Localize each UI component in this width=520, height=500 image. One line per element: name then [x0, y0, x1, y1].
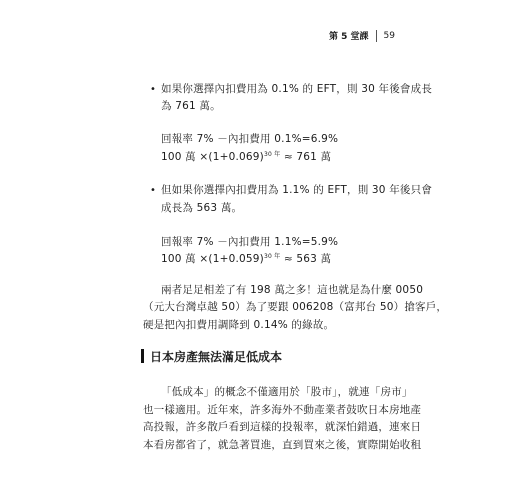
heading-bar [141, 349, 144, 363]
formula-line: 回報率 7% －內扣費用 1.1%=5.9% [161, 236, 339, 248]
paragraph-line: 兩者足足相差了有 198 萬之多！這也就是為什麼 0050 [161, 284, 424, 296]
page-number: 59 [383, 30, 395, 41]
formula-exponent: 30 年 [263, 151, 281, 158]
bullet-line: 為 761 萬。 [161, 100, 221, 112]
chapter-label: 第 5 堂課 [329, 32, 369, 42]
running-header [329, 29, 395, 42]
formula-result: ≈ 761 萬 [283, 151, 332, 163]
paragraph-line: 硬是把內扣費用調降到 0.14% 的綠故。 [143, 319, 335, 331]
formula-line: 回報率 7% －內扣費用 0.1%=6.9% [161, 133, 339, 145]
header-divider [376, 30, 377, 42]
section-heading: 日本房產無法滿足低成本 [150, 350, 283, 364]
bullet-line: 如果你選擇內扣費用為 0.1% 的 EFT，則 30 年後會成長 [161, 83, 433, 95]
formula-base: 100 萬 ×(1+0.069) [161, 151, 264, 163]
formula-line [161, 252, 331, 266]
paragraph-line: 本看房都省了，就急著買進，直到買來之後，實際開始收租 [143, 439, 422, 451]
bullet-marker: • [150, 185, 156, 196]
paragraph-line: 高投報，許多散戶看到這樣的投報率，就深怕錯過，連來日 [143, 421, 422, 433]
paragraph-line: （元大台灣卓越 50）為了要跟 006208（富邦台 50）搶客戶， [143, 301, 448, 313]
paragraph-line: 「低成本」的概念不僅適用於「股市」，就連「房市」 [161, 386, 413, 398]
bullet-line: 成長為 563 萬。 [161, 202, 243, 214]
paragraph-line: 也一樣適用。近年來，許多海外不動產業者鼓吹日本房地產 [143, 404, 422, 416]
bullet-marker: • [150, 84, 156, 95]
formula-exponent: 30 年 [263, 253, 281, 260]
formula-base: 100 萬 ×(1+0.059) [161, 253, 264, 265]
bullet-line: 但如果你選擇內扣費用為 1.1% 的 EFT，則 30 年後只會 [161, 184, 433, 196]
formula-line [161, 150, 331, 164]
formula-result: ≈ 563 萬 [283, 253, 332, 265]
